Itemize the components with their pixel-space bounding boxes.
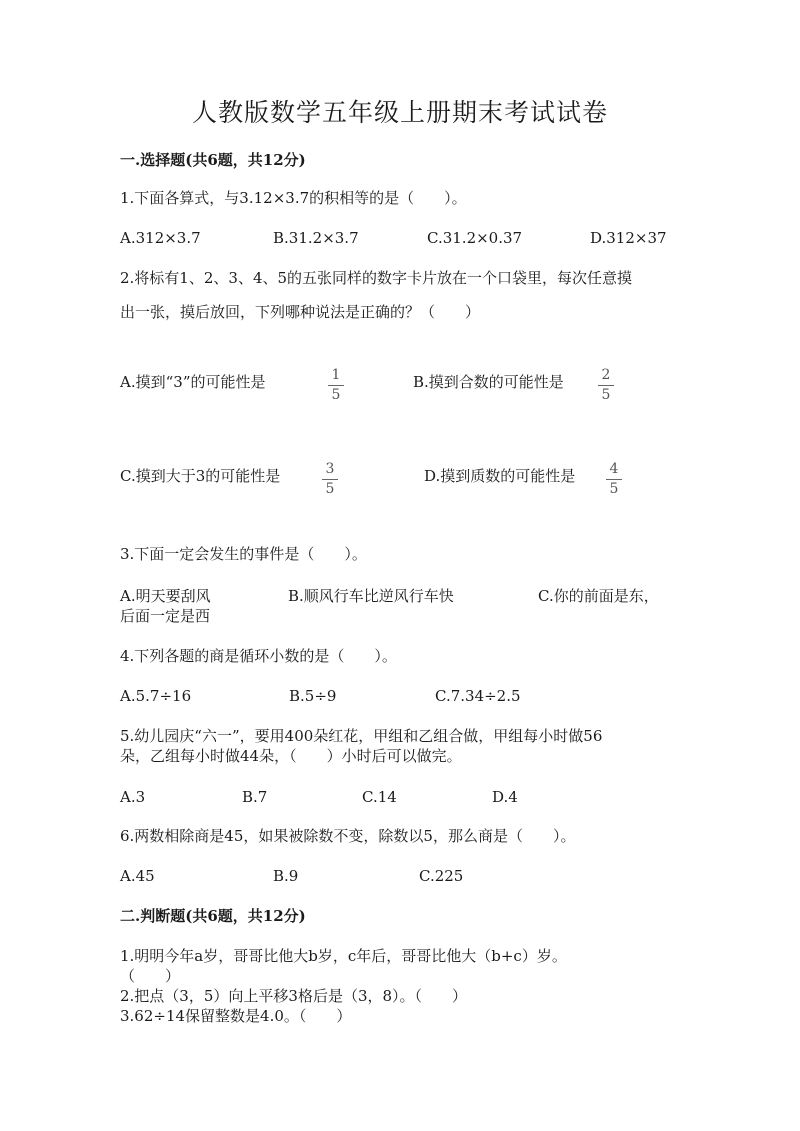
question-1-option-a: A.312×3.7	[120, 229, 201, 247]
fraction-bar	[606, 479, 622, 480]
page-title: 人教版数学五年级上册期末考试试卷	[191, 98, 608, 127]
section-heading-choice: 一.选择题(共6题，共12分)	[120, 151, 306, 169]
fraction-numerator: 4	[609, 461, 619, 477]
fraction-denominator: 5	[609, 481, 619, 497]
question-2-option-d: D.摸到质数的可能性是	[424, 467, 576, 485]
question-2-option-b: B.摸到合数的可能性是	[413, 373, 564, 391]
question-4-option-c: C.7.34÷2.5	[435, 687, 521, 705]
question-2-stem-line2: 出一张，摸后放回，下列哪种说法是正确的？（ ）	[120, 303, 481, 321]
judge-question-1-line2: （ ）	[120, 967, 181, 985]
question-3-option-c-line2: 后面一定是西	[120, 607, 211, 625]
question-6-option-b: B.9	[273, 867, 299, 885]
question-1-option-b: B.31.2×3.7	[273, 229, 359, 247]
judge-question-2: 2.把点（3，5）向上平移3格后是（3，8）。（ ）	[120, 987, 468, 1005]
question-1-stem: 1.下面各算式，与3.12×3.7的积相等的是（ ）。	[120, 189, 467, 207]
question-2-option-c: C.摸到大于3的可能性是	[120, 467, 281, 485]
fraction-three-fifths	[320, 462, 340, 497]
question-4-option-b: B.5÷9	[289, 687, 337, 705]
fraction-numerator: 1	[331, 367, 341, 383]
fraction-four-fifths	[604, 462, 624, 497]
question-6-option-a: A.45	[120, 867, 155, 885]
fraction-numerator: 2	[601, 367, 611, 383]
question-1-option-d: D.312×37	[590, 229, 667, 247]
fraction-denominator: 5	[325, 481, 335, 497]
judge-question-1-line1: 1.明明今年a岁，哥哥比他大b岁，c年后，哥哥比他大（b+c）岁。	[120, 947, 567, 965]
question-5-option-d: D.4	[492, 788, 518, 806]
question-4-option-a: A.5.7÷16	[120, 687, 192, 705]
fraction-two-fifths	[596, 368, 616, 403]
fraction-numerator: 3	[325, 461, 335, 477]
question-6-option-c: C.225	[419, 867, 464, 885]
fraction-bar	[598, 385, 614, 386]
question-1-option-c: C.31.2×0.37	[427, 229, 523, 247]
question-3-option-a: A.明天要刮风	[120, 587, 211, 605]
section-heading-true-false: 二.判断题(共6题，共12分)	[120, 907, 306, 925]
fraction-bar	[328, 385, 344, 386]
question-5-stem-line2: 朵，乙组每小时做44朵，（ ）小时后可以做完。	[120, 747, 462, 765]
question-5-stem-line1: 5.幼儿园庆“六一”，要用400朵红花，甲组和乙组合做，甲组每小时做56	[120, 727, 603, 745]
question-3-option-b: B.顺风行车比逆风行车快	[288, 587, 454, 605]
question-6-stem: 6.两数相除商是45，如果被除数不变，除数以5，那么商是（ ）。	[120, 827, 576, 845]
question-5-option-b: B.7	[242, 788, 268, 806]
fraction-one-fifth	[326, 368, 346, 403]
question-5-option-a: A.3	[120, 788, 146, 806]
fraction-denominator: 5	[331, 387, 341, 403]
question-3-option-c-line1: C.你的前面是东，	[538, 587, 659, 605]
question-2-option-a: A.摸到“3”的可能性是	[120, 373, 266, 391]
fraction-bar	[322, 479, 338, 480]
question-2-stem-line1: 2.将标有1、2、3、4、5的五张同样的数字卡片放在一个口袋里，每次任意摸	[120, 269, 633, 287]
judge-question-3: 3.62÷14保留整数是4.0。（ ）	[120, 1007, 352, 1025]
question-4-stem: 4.下列各题的商是循环小数的是（ ）。	[120, 647, 397, 665]
fraction-denominator: 5	[601, 387, 611, 403]
question-3-stem: 3.下面一定会发生的事件是（ ）。	[120, 545, 367, 563]
question-5-option-c: C.14	[362, 788, 397, 806]
